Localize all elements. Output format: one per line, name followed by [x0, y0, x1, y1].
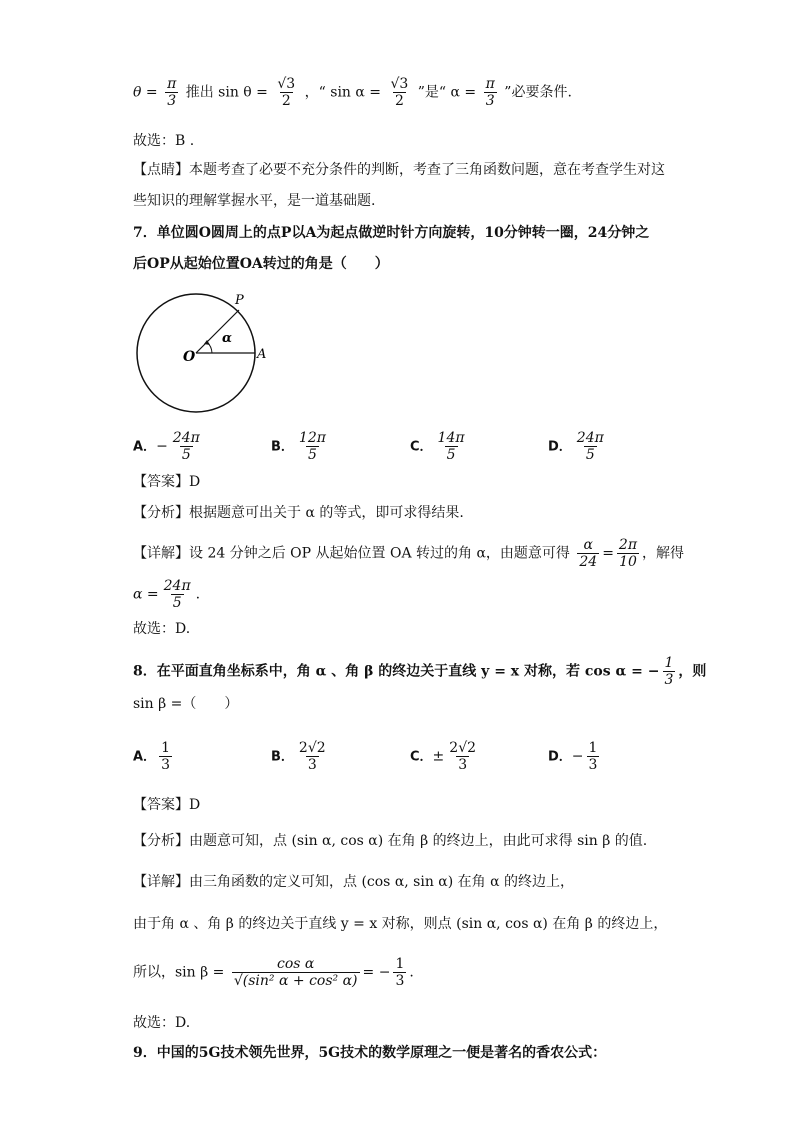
- text: ”必要条件.: [504, 84, 572, 101]
- radius-op: [196, 310, 239, 353]
- label-a: A: [257, 347, 267, 362]
- remark-tag: 【点睛】: [133, 162, 189, 178]
- remark-line-2: 些知识的理解掌握水平，是一道基础题.: [133, 193, 376, 209]
- remark-text: 本题考查了必要不充分条件的判断，考查了三角函数问题，意在考查学生对这: [189, 162, 665, 178]
- question-9-line-1: 9．中国的5G技术领先世界，5G技术的数学原理之一便是著名的香农公式：: [133, 1045, 607, 1061]
- question-8-line-1: 8．在平面直角坐标系中，角 α 、角 β 的终边关于直线 y = x 对称，若 cos α = − $\frac{1}{3}$ ，则: [133, 655, 707, 688]
- remark-line-1: [133, 160, 665, 180]
- detail-q8-line-2: 由于角 α 、角 β 的终边关于直线 y = x 对称，则点 (sin α, cos α) 在角 β 的终边上，: [133, 916, 668, 932]
- fraction: $\frac{\pi}{3}$: [167, 76, 177, 109]
- question-8-options: [133, 740, 693, 780]
- choose-q8: 故选：D.: [133, 1015, 191, 1031]
- label-o: O: [183, 349, 196, 365]
- answer-choice-q6: 故选：B .: [133, 133, 195, 149]
- analysis-q8: 【分析】由题意可知，点 (sin α, cos α) 在角 β 的终边上，由此可求得 sin β 的值.: [133, 833, 648, 849]
- question-8-line-2: sin β =（ ）: [133, 696, 239, 712]
- unit-circle-figure: [130, 290, 280, 420]
- expr-theta: θ =: [133, 84, 158, 101]
- answer-q8: 【答案】D: [133, 797, 201, 813]
- choose-q7: 故选：D.: [133, 621, 191, 637]
- label-alpha: α: [222, 331, 233, 346]
- text: ，“ sin α =: [304, 84, 382, 101]
- analysis-q7: 【分析】根据题意可出关于 α 的等式，即可求得结果.: [133, 505, 464, 521]
- question-7-line-2: 后OP从起始位置OA转过的角是（ ）: [133, 256, 389, 272]
- question-7-line-1: 7．单位圆O圆周上的点P以A为起点做逆时针方向旋转，10分钟转一圈，24分钟之: [133, 225, 650, 241]
- option-a[interactable]: A． $\frac{1}{3}$: [133, 740, 170, 773]
- option-d[interactable]: D．− $\frac{1}{3}$: [548, 740, 598, 773]
- label-p: P: [235, 293, 244, 308]
- answer-q7: 【答案】D: [133, 474, 201, 490]
- text: 推出 sin θ =: [185, 84, 268, 101]
- solution-line-q6: [133, 76, 572, 109]
- detail-q7-line-2: α = $\frac{24\pi}{5}$ .: [133, 578, 201, 611]
- option-b[interactable]: B． $\frac{2√2}{3}$: [271, 740, 326, 773]
- question-7-options: [133, 430, 693, 470]
- option-c[interactable]: C． $\frac{14\pi}{5}$: [410, 430, 465, 463]
- option-b[interactable]: B． $\frac{12\pi}{5}$: [271, 430, 326, 463]
- option-c[interactable]: C．± $\frac{2√2}{3}$: [410, 740, 477, 773]
- fraction: $\frac{√3}{2}$: [277, 76, 296, 109]
- text: ”是“ α =: [417, 84, 477, 101]
- detail-q7-line-1: 【详解】设 24 分钟之后 OP 从起始位置 OA 转过的角 α，由题意可得 $\frac{\alpha}{24}$ = $\frac{2\pi}{10}$ ，解得: [133, 537, 685, 570]
- option-d[interactable]: D． $\frac{24\pi}{5}$: [548, 430, 604, 463]
- fraction: $\frac{\pi}{3}$: [485, 76, 495, 109]
- detail-q8-line-1: 【详解】由三角函数的定义可知，点 (cos α, sin α) 在角 α 的终边上，: [133, 874, 575, 890]
- option-a[interactable]: A．− $\frac{24\pi}{5}$: [133, 430, 200, 463]
- detail-q8-line-3: 所以，sin β = $\frac{\text{cos α}}{\text{√(sin² α + cos² α)}}$ = − $\frac{1}{3}$ .: [133, 956, 414, 989]
- fraction: $\frac{√3}{2}$: [390, 76, 409, 109]
